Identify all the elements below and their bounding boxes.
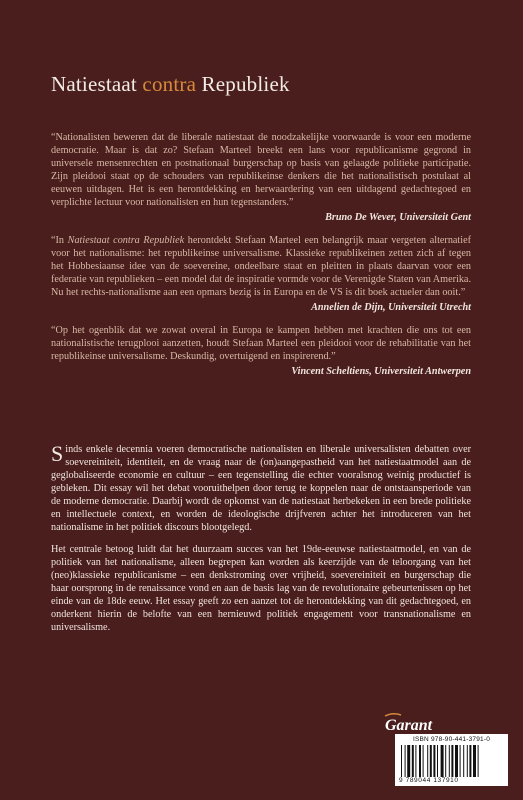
title-part-2: Republiek: [196, 72, 290, 96]
publisher-logo-text: Garant: [385, 717, 433, 734]
description-paragraph-2: Het centrale betoog luidt dat het duurzaam succes van het 19de-eeuwse natiestaatmodel, en van de politiek van het nationalisme, alleen begrepen kan worden als keerzijde van de teloorgang van het (neo)klassieke republicanisme – een denkstroming over vrijheid, soevereiniteit en burgerschap die haar oorsprong in de renaissance vond en aan de basis lag van de revolutionaire gebeurtenissen op het einde van de 18de eeuw. Het essay geeft zo een aanzet tot de herontdekking van dit gedachtegoed, en onderkent hierin de belofte van een hernieuwd politiek engagement voor transnationalisme en universalisme.: [51, 544, 471, 633]
title-accent-word: contra: [142, 72, 197, 96]
barcode-digits: 9 789044 137910: [399, 777, 459, 784]
barcode-panel: [395, 734, 508, 786]
blurb-quotes: [51, 131, 471, 388]
blurb-quote: [51, 324, 471, 378]
quote-text: “Nationalisten beweren dat de liberale natiestaat de noodzakelijke voorwaarde is voor een moderne democratie. Maar is dat zo? Stefaan Marteel breekt een lans voor republicanisme gegrond in universele mensenrechten en postnationaal burgerschap op basis van gelaagde politieke participatie. Zijn pleidooi staat op de schouders van republikeinse denkers die het nationalistisch postulaat al eeuwen uitdagen. Het is een herontdekking en herwaardering van een uitdagend gedachtegoed en verplichte lectuur voor nationalisten en hun tegenstanders.”: [51, 132, 471, 208]
quote-text-post: herontdekt Stefaan Marteel een belangrijk maar vergeten alternatief voor het nationalisme: het republikeinse universalisme. Klassieke republikeinen zetten zich af tegen het Hobbesiaanse idee van de soevereine, ondeelbare staat en pleitten in plaats daarvan voor een federatie van republieken – een model dat de inspiratie vormde voor de Verenigde Staten van Amerika. Nu het rechts-nationalisme aan een opmars bezig is in Europa en de VS is dit boek actueler dan ooit.”: [51, 235, 472, 298]
book-title: [51, 72, 290, 97]
quote-author: Bruno De Wever, Universiteit Gent: [325, 212, 471, 223]
quote-author: Vincent Scheltiens, Universiteit Antwerpen: [291, 366, 471, 377]
drop-cap: S: [51, 441, 64, 466]
quote-book-title: Natiestaat contra Republiek: [67, 235, 185, 246]
publisher-logo: [383, 712, 453, 734]
quote-text: [51, 234, 471, 299]
quote-author: Annelien de Dijn, Universiteit Utrecht: [311, 302, 471, 313]
barcode-icon: [399, 745, 504, 777]
blurb-quote: [51, 234, 471, 314]
quote-text: “Op het ogenblik dat we zowat overal in Europa te kampen hebben met krachten die ons tot een nationalistische terugplooi aanzetten, houdt Stefaan Marteel een pleidooi voor de rehabilitatie van het republikeinse universalisme. Deskundig, overtuigend en inspirerend.”: [51, 325, 471, 362]
title-part-1: Natiestaat: [51, 72, 143, 96]
description-paragraph-1: inds enkele decennia voeren democratische nationalisten en liberale universalisten debatten over soevereiniteit, identiteit, en de vraag naar de (on)aangepastheid van het natiestaatmodel aan de geglobaliseerde economie en cultuur – een tegenstelling die echter vooralsnog weinig productief is gebleken. Dit essay wil het debat vooruithelpen door terug te koppelen naar de ontstaansperiode van de moderne democratie. Daarbij wordt de opkomst van de natiestaat herbekeken in een brede politieke en intellectuele context, en worden de ideologische drijfveren achter het introduceren van het nationalisme in het politiek discours blootgelegd.: [51, 444, 471, 533]
book-description: [51, 443, 471, 643]
description-paragraph: [51, 443, 471, 534]
garant-logo-icon: [383, 712, 453, 734]
quote-text-pre: “In: [51, 235, 68, 246]
blurb-quote: [51, 131, 471, 224]
isbn-label: ISBN 978-90-441-3791-0: [412, 736, 491, 743]
